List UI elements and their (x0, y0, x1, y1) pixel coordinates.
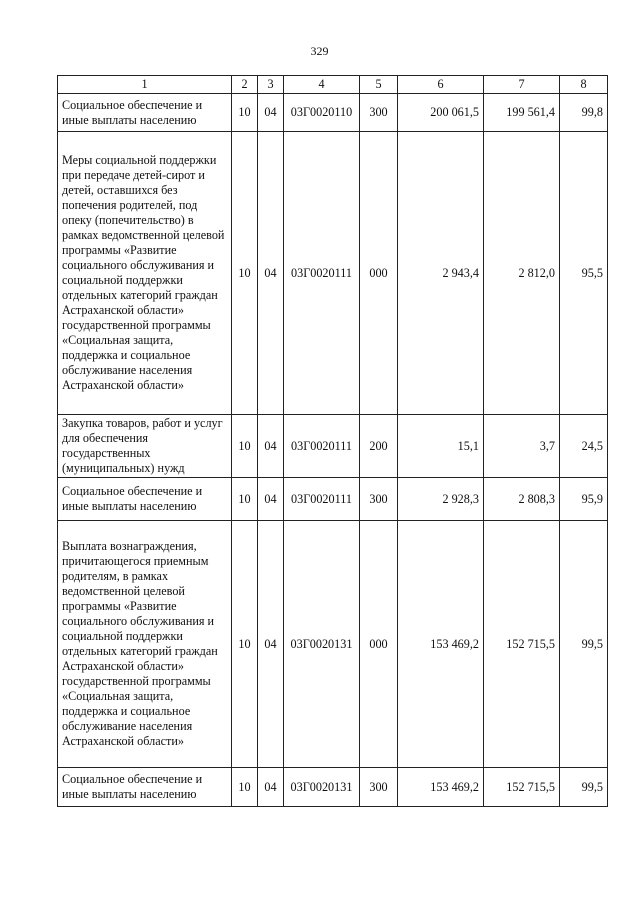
row-name: Выплата вознаграждения, причитающегося приемным родителям, в рамках ведомственной целевой программы «Развитие социального обслуживания и социальной поддержки отдельных категорий граждан Астраханской области» государственной программы «Социальная защита, поддержка и социальное обслуживание населения Астраханской области» (58, 521, 232, 768)
row-razdel: 10 (232, 94, 258, 132)
table-row (58, 768, 608, 807)
header-col-4: 4 (284, 76, 360, 94)
row-plan: 2 928,3 (398, 478, 484, 521)
row-fact: 152 715,5 (484, 768, 560, 807)
row-fact: 199 561,4 (484, 94, 560, 132)
row-podrazdel: 04 (258, 415, 284, 478)
row-csr: 03Г0020110 (284, 94, 360, 132)
row-percent: 95,5 (560, 132, 608, 415)
row-plan: 15,1 (398, 415, 484, 478)
row-csr: 03Г0020131 (284, 768, 360, 807)
row-name: Социальное обеспечение и иные выплаты населению (58, 478, 232, 521)
header-col-7: 7 (484, 76, 560, 94)
row-name: Социальное обеспечение и иные выплаты населению (58, 94, 232, 132)
table-row (58, 415, 608, 478)
row-csr: 03Г0020111 (284, 478, 360, 521)
row-podrazdel: 04 (258, 521, 284, 768)
table-row (58, 478, 608, 521)
row-name: Социальное обеспечение и иные выплаты населению (58, 768, 232, 807)
header-col-2: 2 (232, 76, 258, 94)
row-vr: 300 (360, 768, 398, 807)
table-row (58, 521, 608, 768)
row-podrazdel: 04 (258, 768, 284, 807)
row-fact: 152 715,5 (484, 521, 560, 768)
row-csr: 03Г0020111 (284, 132, 360, 415)
table-row (58, 132, 608, 415)
row-percent: 99,5 (560, 768, 608, 807)
row-percent: 95,9 (560, 478, 608, 521)
row-razdel: 10 (232, 768, 258, 807)
row-razdel: 10 (232, 132, 258, 415)
row-plan: 200 061,5 (398, 94, 484, 132)
row-fact: 3,7 (484, 415, 560, 478)
row-percent: 99,8 (560, 94, 608, 132)
row-razdel: 10 (232, 521, 258, 768)
header-col-5: 5 (360, 76, 398, 94)
row-percent: 24,5 (560, 415, 608, 478)
row-fact: 2 808,3 (484, 478, 560, 521)
row-name: Меры социальной поддержки при передаче детей-сирот и детей, оставшихся без попечения родителей, под опеку (попечительство) в рамках ведомственной целевой программы «Развитие социального обслуживания и социальной поддержки отдельных категорий граждан Астраханской области» государственной программы «Социальная защита, поддержка и социальное обслуживание населения Астраханской области» (58, 132, 232, 415)
row-vr: 300 (360, 478, 398, 521)
row-podrazdel: 04 (258, 478, 284, 521)
row-podrazdel: 04 (258, 132, 284, 415)
row-vr: 300 (360, 94, 398, 132)
row-podrazdel: 04 (258, 94, 284, 132)
header-col-3: 3 (258, 76, 284, 94)
header-row (58, 76, 608, 94)
row-csr: 03Г0020131 (284, 521, 360, 768)
row-plan: 2 943,4 (398, 132, 484, 415)
row-csr: 03Г0020111 (284, 415, 360, 478)
row-plan: 153 469,2 (398, 521, 484, 768)
row-vr: 000 (360, 132, 398, 415)
row-fact: 2 812,0 (484, 132, 560, 415)
header-col-8: 8 (560, 76, 608, 94)
row-name: Закупка товаров, работ и услуг для обеспечения государственных (муниципальных) нужд (58, 415, 232, 478)
row-vr: 000 (360, 521, 398, 768)
table-row (58, 94, 608, 132)
header-col-1: 1 (58, 76, 232, 94)
row-vr: 200 (360, 415, 398, 478)
row-percent: 99,5 (560, 521, 608, 768)
row-razdel: 10 (232, 478, 258, 521)
row-razdel: 10 (232, 415, 258, 478)
budget-table (57, 75, 608, 807)
header-col-6: 6 (398, 76, 484, 94)
row-plan: 153 469,2 (398, 768, 484, 807)
page-number: 329 (310, 44, 329, 58)
